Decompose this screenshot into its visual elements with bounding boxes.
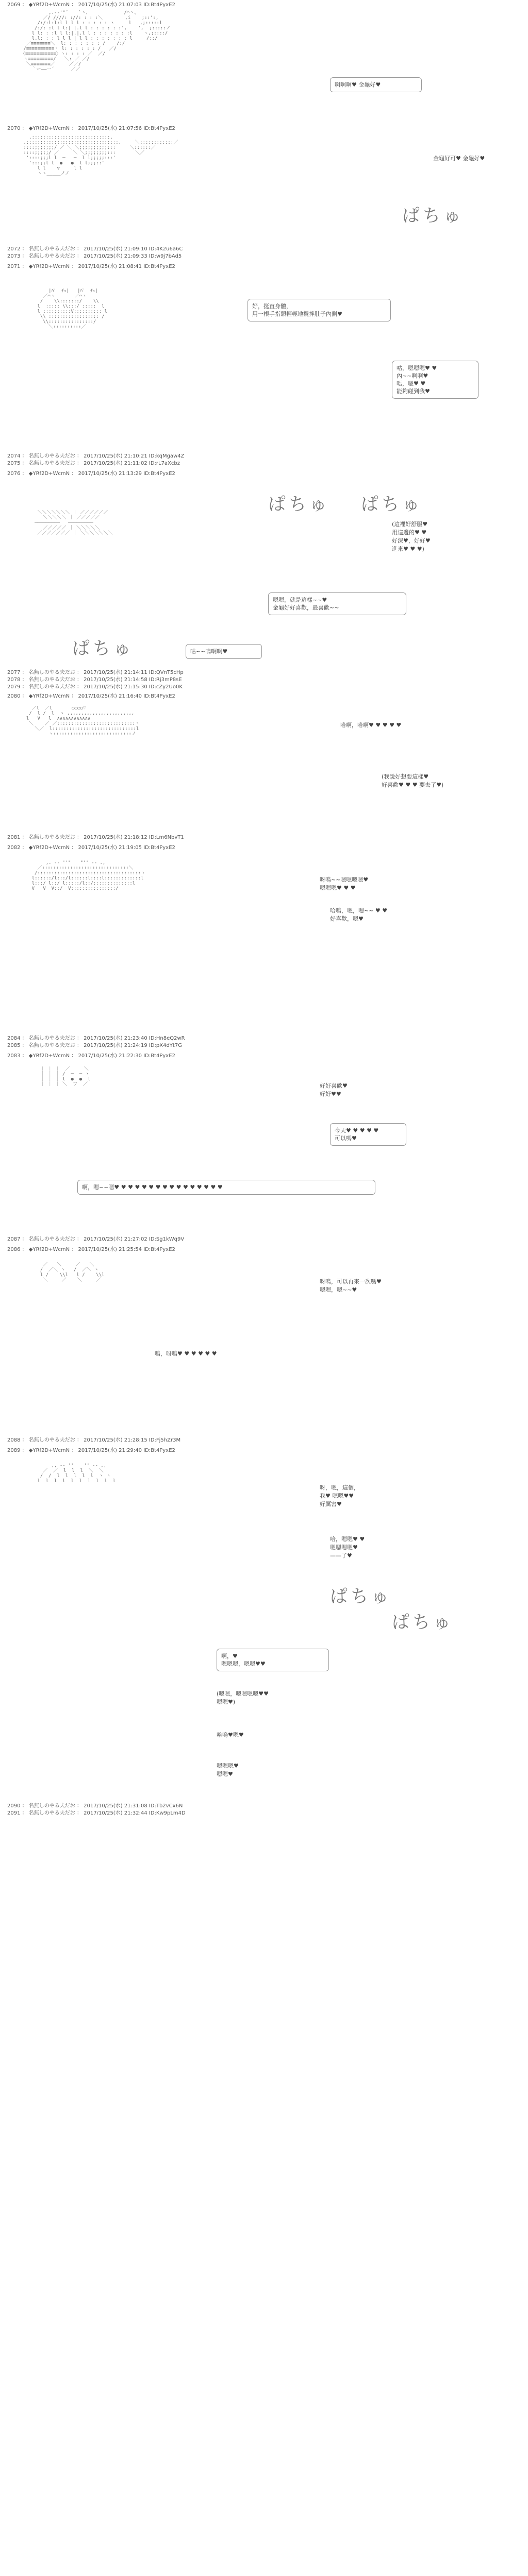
sound-effect: ぱちゅ	[72, 638, 134, 659]
post-header: 2069 ： ◆YRf2D+WcmN ： 2017/10/25(水) 21:07:03 ID:Bt4PyxE2	[7, 2, 175, 8]
sound-effect: ぱちゅ	[268, 494, 330, 515]
speech-bubble: 嗯嗯，就是這樣~~♥ 金龜好好喜歡，最喜歡~~	[268, 592, 406, 615]
reply-line: 2073 ： 名無しのやる夫だお ： 2017/10/25(水) 21:09:33 ID:w9j7bAd5	[7, 253, 182, 259]
post-header: 2083 ： ◆YRf2D+WcmN ： 2017/10/25(水) 21:22:30 ID:Bt4PyxE2	[7, 1053, 175, 1059]
ascii-art-panel: ,. -‐ ''"￣￣"'' ‐- ., ／:::::::::::::::::::::::::::::::＼ /:::::::::::::::::::::::::::::::::::::ヽ l::::::/l:::/l::::::l::::l:::::::::::::l l:::/ l::/ l:::::/l::/::::::::::::::l V V V::/ V::::::::::::::::/	[31, 860, 145, 891]
ascii-art-panel: ／￣￣＼ ／￣￣＼ / ／＼ ヽ / ／＼ ヽ l / \\l l / \\l ＼ ／ ＼ ／	[40, 1262, 105, 1283]
ascii-art-panel: .::::::::::::::::::::::::::::. .::::;;;;;;;;;;;;;;;;;;;;;;;;;;:::. ＼::::::::::::／ ::::;;;;;;;/ ／ ＼ ＼;;;;;;;;;;::: ＼::::::／ ::::;;;;;/ ／ ＼ ＼;;;;;;;;::: ＼／ '::::;;;l l ─ ─ l l;;;;;:::' ':::;;l l ● ● l l;;;::' l l ▽ l l ヽヽ_____ノノ	[23, 135, 178, 176]
reply-line: 2087 ： 名無しのやる夫だお ： 2017/10/25(水) 21:27:02 ID:Sg1kWq9V	[7, 1236, 185, 1242]
speech-bubble: 咕~~嗚啊啊♥	[186, 644, 262, 659]
speech-text: 呀，嗯，這個， 我♥ 嗯嗯♥♥ 好厲害♥	[320, 1484, 359, 1507]
post-header: 2089 ： ◆YRf2D+WcmN ： 2017/10/25(水) 21:29:40 ID:Bt4PyxE2	[7, 1448, 175, 1453]
speech-text: 哈嗚♥嗯♥	[217, 1732, 244, 1738]
ascii-art-panel: ｜ ｜ ｜ ／￣￣￣＼ ｜ ｜ ｜ / ─ ─ ヽ ｜ ｜ ｜ l ● ● l ｜ ｜ ｜ ＼ ワ ／	[40, 1066, 91, 1087]
speech-text: 哈啊，哈啊♥ ♥ ♥ ♥ ♥	[340, 722, 402, 728]
speech-bubble: 今天♥ ♥ ♥ ♥ ♥ 可以嗎♥	[330, 1123, 406, 1146]
reply-line: 2091 ： 名無しのやる夫だお ： 2017/10/25(水) 21:32:44 ID:Kw9pLm4D	[7, 1810, 186, 1816]
reply-line: 2081 ： 名無しのやる夫だお ： 2017/10/25(水) 21:18:12 ID:Lm6NbvT1	[7, 835, 184, 840]
speech-text: (嗯嗯，嗯嗯嗯嗯♥♥ 嗯嗯♥)	[217, 1690, 269, 1705]
reply-line: 2088 ： 名無しのやる夫だお ： 2017/10/25(水) 21:28:15 ID:Fj5hZr3M	[7, 1437, 181, 1443]
post-header: 2082 ： ◆YRf2D+WcmN ： 2017/10/25(水) 21:19:05 ID:Bt4PyxE2	[7, 845, 175, 851]
reply-line: 2084 ： 名無しのやる夫だお ： 2017/10/25(水) 21:23:40 ID:Hn8eQ2wR	[7, 1036, 185, 1041]
speech-text: 嗯嗯嗯♥ 嗯嗯♥	[217, 1762, 239, 1777]
reply-line: 2079 ： 名無しのやる夫だお ： 2017/10/25(水) 21:15:30 ID:cZy2Uo0K	[7, 684, 183, 690]
sound-effect: ぱちゅ	[361, 494, 423, 515]
speech-bubble: 啊啊啊♥ 金龜好♥	[330, 77, 422, 92]
reply-line: 2078 ： 名無しのやる夫だお ： 2017/10/25(水) 21:14:58 ID:Rj3mP8sE	[7, 677, 182, 683]
reply-line: 2077 ： 名無しのやる夫だお ： 2017/10/25(水) 21:14:11 ID:QVnT5cHp	[7, 670, 184, 675]
post-header: 2086 ： ◆YRf2D+WcmN ： 2017/10/25(水) 21:25:54 ID:Bt4PyxE2	[7, 1247, 175, 1252]
post-header: 2076 ： ◆YRf2D+WcmN ： 2017/10/25(水) 21:13:29 ID:Bt4PyxE2	[7, 471, 175, 477]
ascii-art-panel: ＼＼＼＼＼＼＼ ｜ ／／／／／／ ＼＼＼＼＼ ｜ ／／／／／ ───────── ───────── ／／／／／ ｜ ＼＼＼＼＼ ／／／／／／／ ｜ ＼＼＼＼＼＼＼	[35, 510, 113, 536]
speech-text: 呀嗚，可以再來一次嗎♥ 嗯嗯，嗯~~♥	[320, 1278, 382, 1293]
sound-effect: ぱちゅ	[392, 1612, 454, 1633]
reply-line: 2075 ： 名無しのやる夫だお ： 2017/10/25(水) 21:11:02 ID:rL7aXcbz	[7, 461, 180, 466]
speech-text: (這裡好舒服♥ 用這邊的♥ ♥ 好深♥，好好♥ 進來♥ ♥ ♥)	[392, 521, 431, 552]
ascii-art-panel: ,, -‐ '' ￣ '' ‐- ,, ／ ／ l l l ＼ ＼ / / l l l l l ヽ ヽ l l l l l l l l l l	[37, 1463, 116, 1484]
reply-line: 2074 ： 名無しのやる夫だお ： 2017/10/25(水) 21:10:21 ID:kqMgaw4Z	[7, 453, 185, 459]
speech-bubble: 咕，嗯嗯嗯♥ ♥ 內~~啊啊♥ 唔，嗯♥ ♥ 能夠碰到我♥	[392, 361, 478, 399]
post-header: 2071 ： ◆YRf2D+WcmN ： 2017/10/25(水) 21:08:41 ID:Bt4PyxE2	[7, 264, 175, 269]
speech-bubble: 好，挺直身體， 用一根手指頭輕輕地攪拌肚子內側♥	[248, 299, 391, 321]
sound-effect: ぱちゅ	[402, 206, 464, 226]
speech-text: 哈嗚，嗯，嗯~~ ♥ ♥ 好喜歡，嗯♥	[330, 907, 388, 922]
post-header: 2080 ： ◆YRf2D+WcmN ： 2017/10/25(水) 21:16:40 ID:Bt4PyxE2	[7, 693, 175, 699]
ascii-art-panel: |ﾊﾟ ﾁｭ| |ﾊﾟ ﾁｭ| ／⌒ヽ ／⌒ヽ / \\:::::::/ \\ l ::::: \\:::/ ::::: l l ::::::::::V:::::::::: l \\ :::::::::::::::::: / \\::::::::::::::::/ ＼::::::::::／	[37, 289, 107, 330]
speech-text: 金龜好可♥ 金龜好♥	[433, 155, 485, 162]
speech-text: 哈，嗯嗯♥ ♥ 嗯嗯嗯嗯♥ ——了♥	[330, 1536, 365, 1559]
speech-text: 呀嗚~~嗯嗯嗯嗯♥ 嗯嗯嗯♥ ♥ ♥	[320, 876, 369, 891]
ascii-art-panel: ／l ／l ○○○○♡ / l / l ヽ ,,,,,,,,,,,,,,,,,,,,,,,, l V l ∧∧∧∧∧∧∧∧∧∧∧∧ ＼ ／ ／::::::::::::::::::::::::::::ヽ ＼／ l::::::::::::::::::::::::::::::l ヽ::::::::::::::::::::::::::::ノ	[26, 706, 140, 737]
ascii-art-panel: ,.-‐'"´ ￣ `丶、 /⌒丶、 ／/ ////: ://: : : :＼ ,i ;::':, /:/:l:l:l l l l : : : : : ヽ l ,;:::::l /:/: :l l l:| |.l l : : : : : :', ', ;:::::ノ l l: : :l l l:|.|.l l : : : : : : :l ヽ,;::::/ l.l: : : l l l | l l : : : : : : : l /::/ ／≡≡≡≡≡≡≡＼ l: : : : : : : / /:/ /≡≡≡≡≡≡≡≡≡≡ヽ l: : : : : : / ／/ 〈≡≡≡≡≡≡≡≡≡≡≡〉ヽ: : : : ／ ／/ ヽ≡≡≡≡≡≡≡≡≡/ ＼: ／ ／/ ＼≡≡≡≡≡≡≡／ ／／/ ｀ー――一´ ／／	[21, 10, 171, 72]
speech-bubble: 啊，♥ 嗯嗯嗯，嗯嗯♥♥	[217, 1649, 329, 1671]
speech-text: (我說好想要這樣♥ 好喜歡♥ ♥ ♥ 要去了♥)	[382, 773, 444, 788]
speech-text: 好好喜歡♥ 好好♥♥	[320, 1082, 348, 1097]
sound-effect: ぱちゅ	[330, 1586, 392, 1607]
post-header: 2070 ： ◆YRf2D+WcmN ： 2017/10/25(水) 21:07:56 ID:Bt4PyxE2	[7, 126, 175, 131]
speech-bubble: 啊，嗯~~嗯♥ ♥ ♥ ♥ ♥ ♥ ♥ ♥ ♥ ♥ ♥ ♥ ♥ ♥ ♥ ♥	[77, 1180, 375, 1195]
reply-line: 2085 ： 名無しのやる夫だお ： 2017/10/25(水) 21:24:19 ID:pX4dYt7G	[7, 1043, 182, 1048]
reply-line: 2072 ： 名無しのやる夫だお ： 2017/10/25(水) 21:09:10 ID:4K2u6a6C	[7, 246, 183, 252]
speech-text: 嗚，呀嗚♥ ♥ ♥ ♥ ♥ ♥	[155, 1350, 217, 1357]
reply-line: 2090 ： 名無しのやる夫だお ： 2017/10/25(水) 21:31:08 ID:Tb2vCx6N	[7, 1803, 183, 1809]
